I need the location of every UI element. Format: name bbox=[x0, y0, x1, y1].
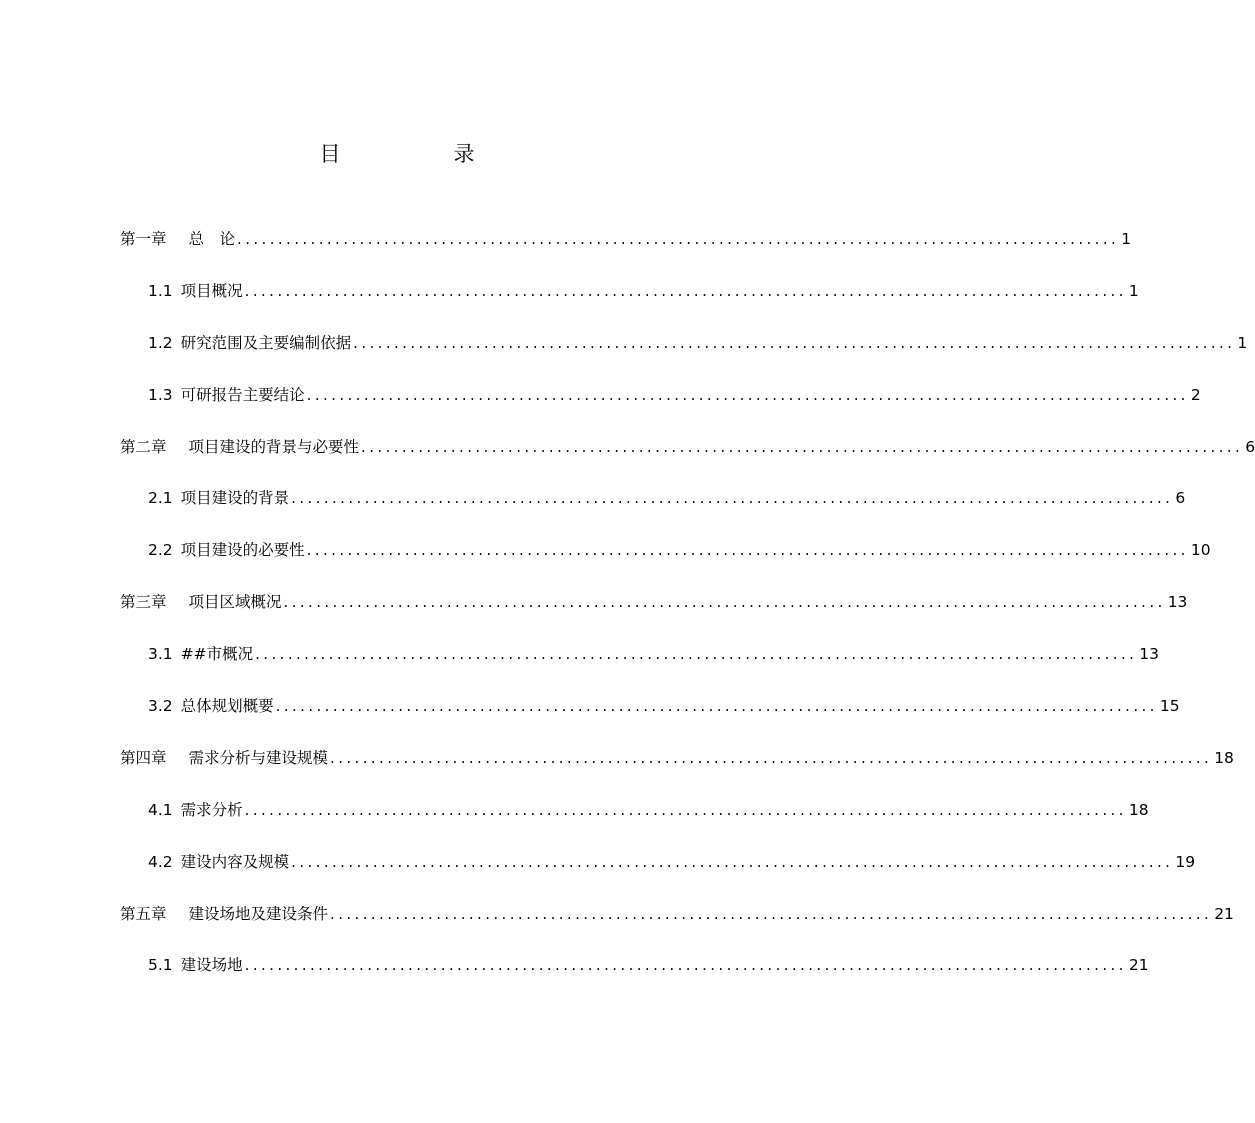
toc-entry-page: 1 bbox=[1237, 333, 1248, 352]
dot-leader: ............................................................................................................ bbox=[353, 333, 1236, 352]
toc-entry-label bbox=[120, 745, 328, 771]
dot-leader: ............................................................................................................ bbox=[330, 904, 1213, 923]
toc-entry-number: 1.3 bbox=[148, 385, 173, 404]
toc-entry-text: 项目区域概况 bbox=[188, 593, 282, 612]
toc-entry-text: 研究范围及主要编制依据 bbox=[180, 333, 352, 352]
toc-entry-label bbox=[148, 641, 253, 667]
toc-entry-page: 1 bbox=[1128, 281, 1139, 300]
toc-entry-label bbox=[148, 693, 274, 719]
dot-leader: ............................................................................................................ bbox=[291, 489, 1174, 508]
toc-entry-number: 2.2 bbox=[148, 541, 173, 560]
toc-entry-label bbox=[148, 485, 289, 511]
toc-entry-number: 第三章 bbox=[120, 593, 167, 612]
toc-entry[interactable] bbox=[120, 278, 1139, 304]
toc-entry-page: 19 bbox=[1175, 852, 1196, 871]
toc-entry-label bbox=[148, 849, 289, 875]
toc-entry-label bbox=[148, 537, 305, 563]
toc-entry-number: 第四章 bbox=[120, 748, 167, 767]
dot-leader: ............................................................................................................ bbox=[283, 593, 1166, 612]
toc-entry-page: 1 bbox=[1121, 230, 1132, 248]
toc-entry-label bbox=[148, 278, 243, 304]
toc-entry-number: 1.2 bbox=[148, 333, 173, 352]
toc-entry-page: 21 bbox=[1214, 904, 1234, 923]
dot-leader: ............................................................................................................ bbox=[275, 697, 1158, 716]
dot-leader: ............................................................................................................ bbox=[244, 800, 1127, 819]
toc-entry-number: 3.2 bbox=[148, 697, 173, 716]
toc-entry-text: 总体规划概要 bbox=[180, 697, 274, 716]
toc-entry-page: 18 bbox=[1128, 800, 1149, 819]
toc-entry[interactable] bbox=[120, 641, 1160, 667]
toc-entry[interactable] bbox=[120, 745, 1234, 771]
toc-entry-number: 第一章 bbox=[120, 230, 167, 248]
toc-entry-label bbox=[120, 226, 235, 252]
toc-entry[interactable] bbox=[120, 226, 1132, 252]
toc-entry-number: 4.1 bbox=[148, 800, 173, 819]
toc-entry-page: 2 bbox=[1190, 385, 1201, 404]
toc-entry-label bbox=[148, 330, 351, 356]
toc-entry-label bbox=[120, 901, 328, 927]
toc-entry-text: 项目建设的必要性 bbox=[180, 541, 305, 560]
dot-leader: ............................................................................................................ bbox=[330, 748, 1213, 767]
toc-entry[interactable] bbox=[120, 485, 1186, 511]
toc-entry-text: 需求分析与建设规模 bbox=[188, 748, 329, 767]
toc-entry[interactable] bbox=[120, 330, 1248, 356]
table-of-contents bbox=[120, 226, 1255, 1004]
toc-entry-page: 10 bbox=[1190, 541, 1211, 560]
toc-entry-number: 1.1 bbox=[148, 281, 173, 300]
toc-entry-label bbox=[120, 589, 282, 615]
dot-leader: ............................................................................................................ bbox=[244, 281, 1127, 300]
toc-entry-text: 建设场地及建设条件 bbox=[188, 904, 329, 923]
dot-leader: ............................................................................................................ bbox=[237, 230, 1120, 248]
dot-leader: ............................................................................................................ bbox=[306, 541, 1189, 560]
page-title: 目 录 bbox=[319, 142, 521, 166]
toc-entry-page: 6 bbox=[1245, 437, 1255, 456]
toc-entry[interactable] bbox=[120, 693, 1180, 719]
toc-entry-number: 3.1 bbox=[148, 645, 173, 664]
dot-leader: ............................................................................................................ bbox=[361, 437, 1244, 456]
dot-leader: ............................................................................................................ bbox=[244, 956, 1127, 975]
toc-entry-number: 第二章 bbox=[120, 437, 167, 456]
toc-entry[interactable] bbox=[120, 797, 1149, 823]
toc-entry-number: 2.1 bbox=[148, 489, 173, 508]
toc-entry-label bbox=[148, 797, 243, 823]
dot-leader: ............................................................................................................ bbox=[255, 645, 1138, 664]
toc-entry-page: 13 bbox=[1167, 593, 1188, 612]
toc-entry[interactable] bbox=[120, 849, 1196, 875]
toc-entry-number: 5.1 bbox=[148, 956, 173, 975]
toc-entry-text: 建设场地 bbox=[180, 956, 243, 975]
toc-entry-page: 15 bbox=[1159, 697, 1180, 716]
toc-entry-page: 6 bbox=[1175, 489, 1186, 508]
toc-entry-text: 可研报告主要结论 bbox=[180, 385, 305, 404]
toc-entry[interactable] bbox=[120, 901, 1234, 927]
toc-entry-text: 项目建设的背景 bbox=[180, 489, 290, 508]
toc-entry[interactable] bbox=[120, 382, 1201, 408]
toc-entry-page: 21 bbox=[1128, 956, 1149, 975]
dot-leader: ............................................................................................................ bbox=[306, 385, 1189, 404]
toc-entry[interactable] bbox=[120, 589, 1188, 615]
toc-entry-label bbox=[148, 952, 243, 978]
toc-entry-text: 项目建设的背景与必要性 bbox=[188, 437, 360, 456]
toc-entry-text: 需求分析 bbox=[180, 800, 243, 819]
toc-entry-label bbox=[148, 382, 305, 408]
toc-entry-label bbox=[120, 434, 359, 460]
toc-entry-page: 18 bbox=[1214, 748, 1234, 767]
toc-entry-page: 13 bbox=[1139, 645, 1160, 664]
toc-entry[interactable] bbox=[120, 434, 1255, 460]
toc-entry[interactable] bbox=[120, 537, 1211, 563]
toc-entry-text: ##市概况 bbox=[180, 645, 254, 664]
toc-entry-number: 第五章 bbox=[120, 904, 167, 923]
toc-entry-text: 总 论 bbox=[188, 230, 236, 248]
toc-entry[interactable] bbox=[120, 952, 1149, 978]
toc-entry-text: 建设内容及规模 bbox=[180, 852, 290, 871]
toc-entry-text: 项目概况 bbox=[180, 281, 243, 300]
dot-leader: ............................................................................................................ bbox=[291, 852, 1174, 871]
toc-entry-number: 4.2 bbox=[148, 852, 173, 871]
